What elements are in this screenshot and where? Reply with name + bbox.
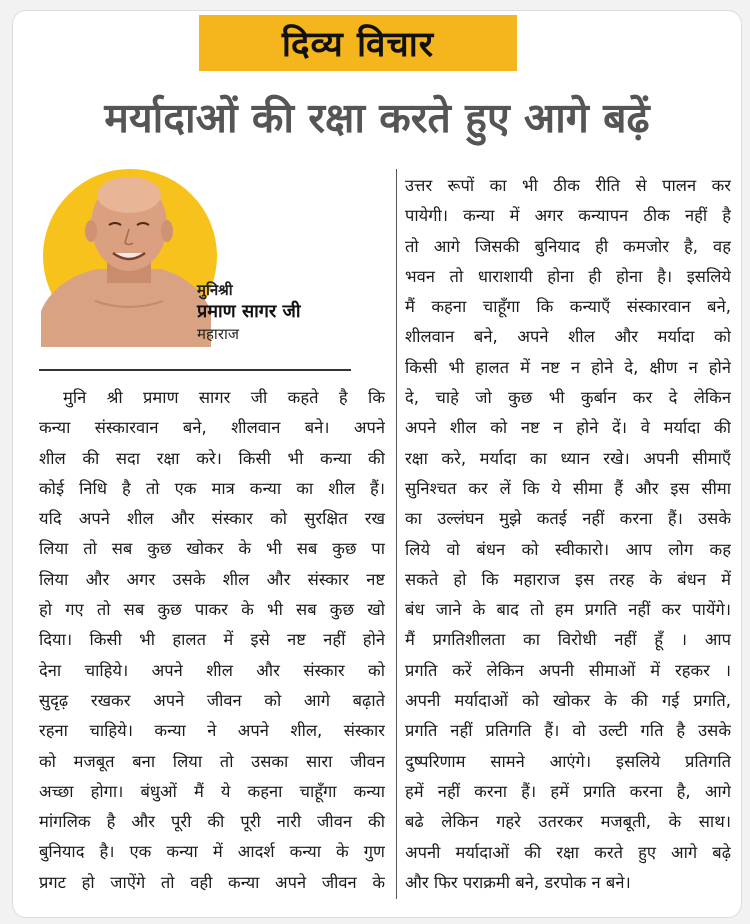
text-line: अच्छा होगा। बंधुओं मैं ये कहना चाहूँगा कन्या [39, 781, 385, 801]
text-line: लिया और अगर उसके शील और संस्कार नष्ट [39, 569, 385, 589]
byline-title: मुनिश्री [197, 281, 233, 299]
article-column-left [39, 383, 385, 898]
byline-suffix: महाराज [197, 325, 239, 343]
text-line: हो गए तो सब कुछ पाकर के भी सब कुछ खो [39, 600, 385, 620]
text-line: दिया। किसी भी हालत में इसे नष्ट नहीं होने [39, 630, 385, 650]
text-line: दे, चाहे जो कुछ भी कुर्बान कर दे लेकिन [405, 388, 731, 408]
text-line: शील की सदा रक्षा करे। किसी भी कन्या की [39, 448, 385, 468]
text-line: सुनिश्चत कर लें कि ये सीमा हैं और इस सीमा [405, 478, 731, 498]
text-line: उत्तर रूपों का भी ठीक रीति से पालन कर [405, 176, 731, 195]
text-line: लिया तो सब कुछ खोकर के भी सब कुछ पा [39, 539, 385, 559]
column-divider [396, 169, 397, 899]
author-photo [35, 161, 221, 347]
article-headline: मर्यादाओं की रक्षा करते हुए आगे बढ़ें [104, 94, 650, 142]
text-line: और फिर पराक्रमी बने, डरपोक न बने। [405, 872, 631, 892]
text-line: सकते हो कि महाराज इस तरह के बंधन में [405, 569, 731, 589]
author-byline [197, 281, 357, 344]
text-line: रक्षा करे, मर्यादा का ध्यान रखे। अपनी सीमाएँ [405, 448, 731, 468]
article-column-right [405, 171, 731, 898]
text-line: प्रगति करें लेकिन अपनी सीमाओं में रहकर । [405, 660, 731, 680]
text-line: रहना चाहिये। कन्या ने अपने शील, संस्कार [39, 721, 385, 741]
portrait-illustration [35, 161, 221, 347]
text-line: लिये वो बंधन को स्वीकारो। आप लोग कह [405, 539, 731, 559]
text-line: प्रगति नहीं प्रतिगति हैं। वो उल्टी गति है उसके [405, 721, 731, 741]
text-line: प्रगट हो जाऐंगे तो वही कन्या अपने जीवन के [39, 872, 385, 892]
section-banner [199, 15, 517, 71]
byline-name: प्रमाण सागर जी [197, 301, 301, 322]
text-line: मैं प्रगतिशीलता का विरोधी नहीं हूँ । आप [405, 630, 731, 650]
text-line: किसी भी हालत में नष्ट न होने दे, क्षीण न होने [405, 357, 731, 377]
text-line: बंध जाने के बाद तो हम प्रगति नहीं कर पायेंगे। [405, 600, 731, 620]
byline-divider [39, 369, 351, 371]
text-line: अपनी मर्यादाओं को खोकर के की गई प्रगति, [405, 691, 731, 711]
text-line: मुनि श्री प्रमाण सागर जी कहते है कि [63, 388, 385, 407]
text-line: मांगलिक है और पूरी की पूरी नारी जीवन की [39, 812, 385, 832]
text-line: दुष्परिणाम सामने आएंगे। इसलिये प्रतिगति [405, 751, 731, 771]
text-line: अपने शील को नष्ट न होने दें। वे मर्यादा की [405, 418, 731, 438]
text-line: कोई निधि है तो एक मात्र कन्या का शील हैं। [39, 478, 385, 498]
text-line: का उल्लंघन मुझे कतई नहीं करना हैं। उसके [405, 509, 731, 529]
text-line: भवन तो धाराशायी होना ही होना है। इसलिये [405, 266, 731, 286]
text-line: पायेगी। कन्या में अगर कन्यापन ठीक नहीं है [405, 206, 731, 226]
text-line: देना चाहिये। अपने शील और संस्कार को [39, 660, 385, 680]
text-line: बुनियाद है। एक कन्या में आदर्श कन्या के गुण [39, 842, 385, 862]
text-line: अपनी मर्यादाओं की रक्षा करते हुए आगे बढ़े [405, 842, 731, 862]
text-line: बढे लेकिन गहरे उतरकर मजबूती, के साथ। [405, 812, 731, 832]
text-line: कन्या संस्कारवान बने, शीलवान बने। अपने [39, 418, 385, 438]
text-line: शीलवान बने, अपने शील और मर्यादा को [405, 327, 731, 347]
text-line: तो आगे जिसकी बुनियाद ही कमजोर है, वह [405, 236, 731, 256]
text-line: हमें नहीं करना हैं। हमें प्रगति करना है, आगे [405, 781, 731, 801]
text-line: यदि अपने शील और संस्कार को सुरक्षित रख [39, 509, 385, 529]
newspaper-clipping [12, 10, 742, 918]
text-line: सुदृढ़ रखकर अपने जीवन को आगे बढ़ाते [39, 690, 385, 710]
text-line: मैं कहना चाहूँगा कि कन्याएँ संस्कारवान बने, [405, 297, 731, 317]
text-line: को मजबूत बना लिया तो उसका सारा जीवन [39, 751, 385, 771]
section-title: दिव्य विचार [281, 24, 435, 65]
